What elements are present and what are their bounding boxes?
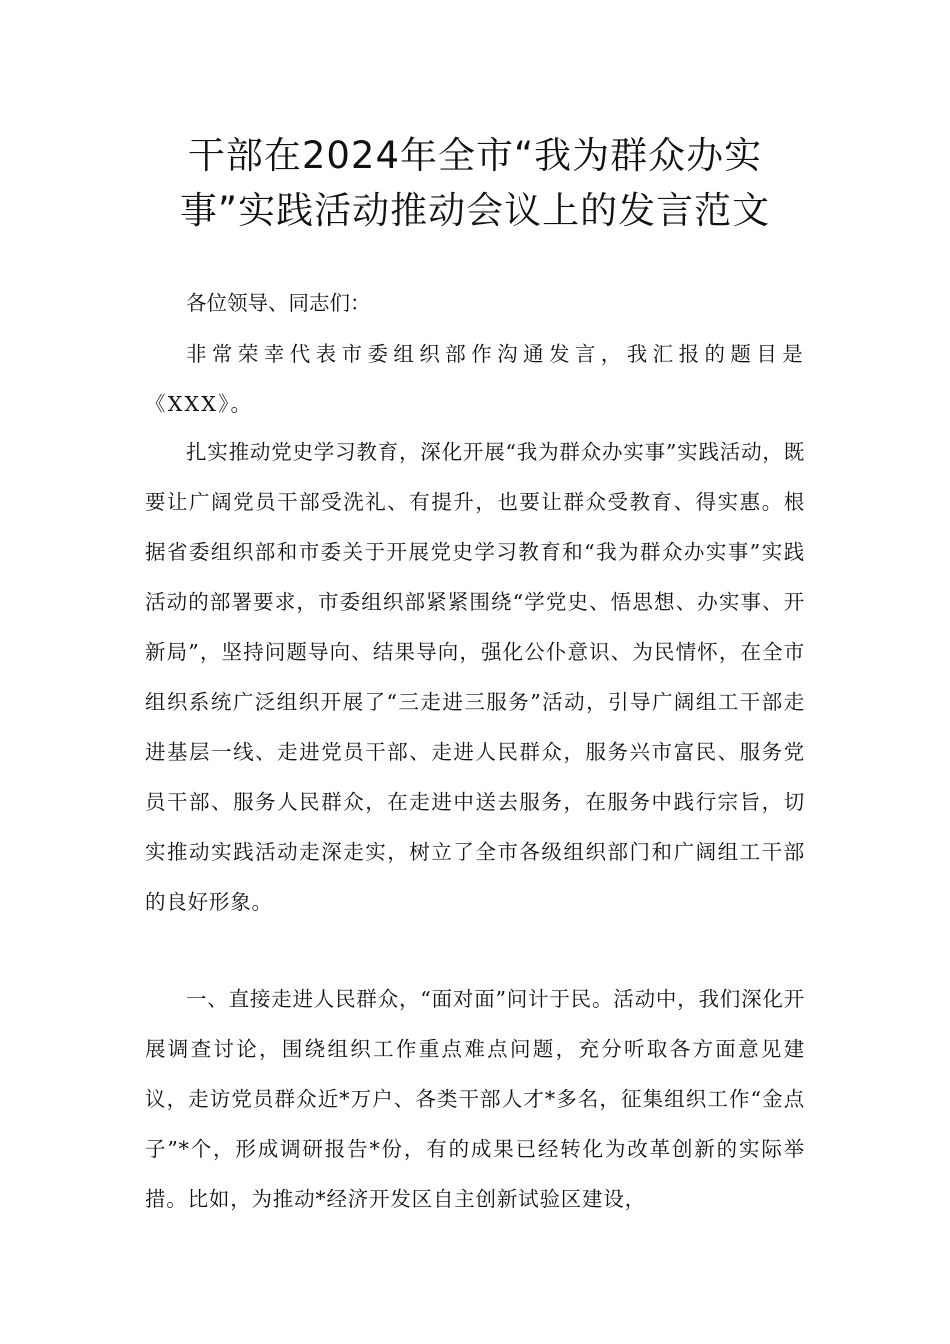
paragraph-intro: 非常荣幸代表市委组织部作沟通发言，我汇报的题目是《XXX》。 (145, 342, 805, 416)
salutation: 各位领导、同志们： (186, 291, 371, 315)
document-title (120, 128, 830, 238)
paragraph-overview: 扎实推动党史学习教育，深化开展“我为群众办实事”实践活动，既要让广阔党员干部受洗礼、有提升，也要让群众受教育、得实惠。根据省委组织部和市委关于开展党史学习教育和“我为群众办实事”实践活动的部署要求，市委组织部紧紧围绕“学党史、悟思想、办实事、开新局”，坚持问题导向、结果导向，强化公仆意识、为民情怀，在全市组织系统广泛组织开展了“三走进三服务”活动，引导广阔组工干部走进基层一线、走进党员干部、走进人民群众，服务兴市富民、服务党员干部、服务人民群众，在走进中送去服务，在服务中践行宗旨，切实推动实践活动走深走实，树立了全市各级组织部门和广阔组工干部的良好形象。 (145, 440, 805, 914)
paragraph-section-one: 一、直接走进人民群众，“面对面”问计于民。活动中，我们深化开展调查讨论，围绕组织工作重点难点问题，充分听取各方面意见建议，走访党员群众近*万户、各类干部人才*多名，征集组织工作“金点子”*个，形成调研报告*份，有的成果已经转化为改革创新的实际举措。比如，为推动*经济开发区自主创新试验区建设， (145, 987, 805, 1211)
title-line-2: 事”实践活动推动会议上的发言范文 (179, 189, 771, 232)
title-line-1: 干部在2024年全市“我为群众办实 (187, 134, 763, 177)
